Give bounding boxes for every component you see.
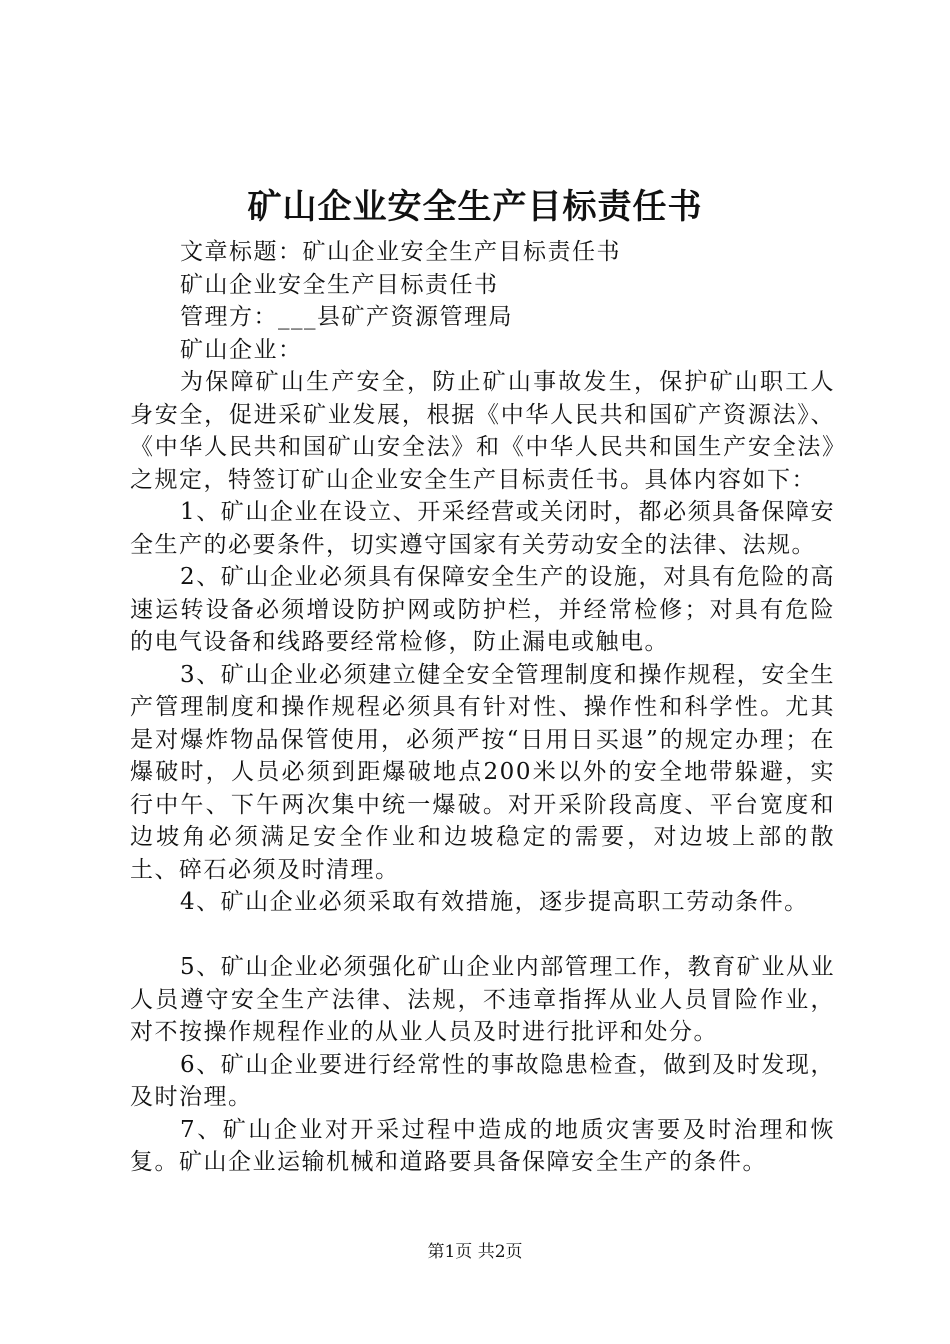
clause-7: 7、矿山企业对开采过程中造成的地质灾害要及时治理和恢复。矿山企业运输机械和道路要具备保障安全生产的条件。: [130, 1116, 835, 1175]
clause-2: 2、矿山企业必须具有保障安全生产的设施，对具有危险的高速运转设备必须增设防护网或防护栏，并经常检修；对具有危险的电气设备和线路要经常检修，防止漏电或触电。: [130, 564, 835, 655]
article-title-line: 文章标题：矿山企业安全生产目标责任书: [180, 239, 621, 265]
clause-3: 3、矿山企业必须建立健全安全管理制度和操作规程，安全生产管理制度和操作规程必须具有针对性、操作性和科学性。尤其是对爆炸物品保管使用，必须严按“日用日买退”的规定办理；在爆破时，人员必须到距爆破地点200米以外的安全地带躲避，实行中午、下午两次集中统一爆破。对开采阶段高度、平台宽度和边坡角必须满足安全作业和边坡稳定的需要，对边坡上部的散土、碎石必须及时清理。: [130, 661, 835, 883]
clause-4: 4、矿山企业必须采取有效措施，逐步提高职工劳动条件。: [180, 889, 809, 915]
clause-1: 1、矿山企业在设立、开采经营或关闭时，都必须具备保障安全生产的必要条件，切实遵守国家有关劳动安全的法律、法规。: [130, 499, 835, 558]
subtitle-line: 矿山企业安全生产目标责任书: [180, 271, 499, 298]
intro-paragraph: 为保障矿山生产安全，防止矿山事故发生，保护矿山职工人身安全，促进采矿业发展，根据《中华人民共和国矿产资源法》、《中华人民共和国矿山安全法》和《中华人民共和国生产安全法》之规定，特签订矿山企业安全生产目标责任书。具体内容如下：: [130, 369, 835, 493]
clause-6: 6、矿山企业要进行经常性的事故隐患检查，做到及时发现，及时治理。: [130, 1051, 835, 1110]
blank-line: [130, 919, 835, 952]
document-title: 矿山企业安全生产目标责任书: [247, 187, 703, 227]
clause-5: 5、矿山企业必须强化矿山企业内部管理工作，教育矿业从业人员遵守安全生产法律、法规，不违章指挥从业人员冒险作业，对不按操作规程作业的从业人员及时进行批评和处分。: [130, 954, 835, 1045]
page-number-footer: 第1页 共2页: [427, 1242, 523, 1262]
management-party-line: 管理方：___县矿产资源管理局: [180, 304, 513, 330]
mining-enterprise-line: 矿山企业：: [180, 336, 303, 363]
document-body: [130, 236, 835, 1179]
